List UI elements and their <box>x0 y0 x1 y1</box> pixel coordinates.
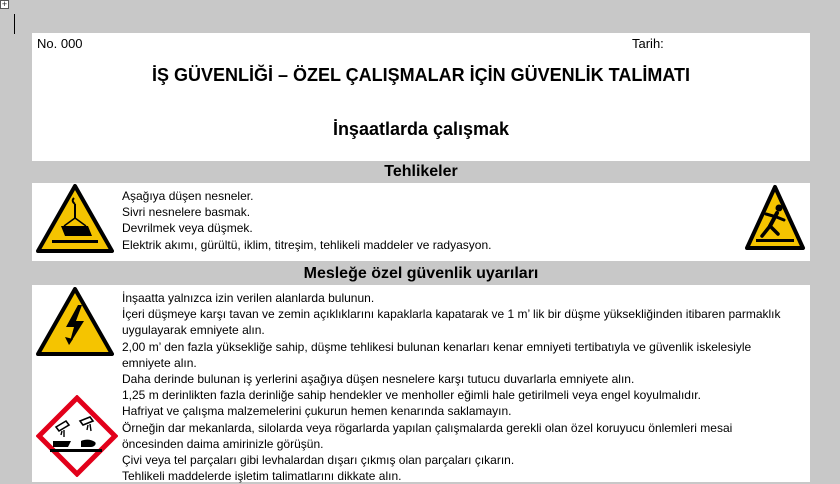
list-item: Tehlikeli maddelerde işletim talimatlarını dikkate alın. <box>122 469 402 484</box>
list-item: Örneğin dar mekanlarda, silolarda veya rögarlarda yapılan çalışmalarda gerekli olan özel koruyucu önlemleri mesai öncesinden daima amirinizle görüşün. <box>122 420 733 451</box>
list-item: Daha derinde bulunan iş yerlerini aşağıya düşen nesnelere karşı tutucu duvarlarla emniyete alın. <box>122 372 635 387</box>
hazards-section <box>32 183 810 261</box>
table-move-handle[interactable]: + <box>1 0 8 9</box>
rules-list <box>122 290 782 484</box>
list-item: İçeri düşmeye karşı tavan ve zemin açıklıklarını kapaklarla kapatarak ve 1 m’ lik bir düşme yüksekliğinden itibaren parmaklık uygulayarak emniyete alın. <box>122 307 781 338</box>
trip-fall-warning-icon <box>744 184 806 254</box>
rules-section <box>32 285 810 482</box>
list-item: Devrilmek veya düşmek. <box>122 221 253 236</box>
corrosive-ghs-icon <box>36 395 118 477</box>
document-header <box>32 33 810 161</box>
list-item: Hafriyat ve çalışma malzemelerini çukurun hemen kenarında saklamayın. <box>122 404 512 419</box>
electric-warning-icon <box>36 287 114 357</box>
document-subtitle: İnşaatlarda çalışmak <box>332 119 510 139</box>
document-title: İŞ GÜVENLİĞİ – ÖZEL ÇALIŞMALAR İÇİN GÜVENLİK TALİMATI <box>151 65 690 85</box>
hazards-heading: Tehlikeler <box>384 163 458 180</box>
list-item: 1,25 m derinlikten fazla derinliğe sahip hendekler ve menholler eğimli hale getirilmeli veya engel koyulmalıdır. <box>122 388 701 403</box>
date-label: Tarih: <box>632 36 664 51</box>
hazard-list <box>122 188 722 253</box>
list-item: Aşağıya düşen nesneler. <box>122 189 254 203</box>
text-cursor <box>14 14 15 34</box>
list-item: Çivi veya tel parçaları gibi levhalardan dışarı çıkmış olan parçaları çıkarın. <box>122 453 515 468</box>
rules-heading: Mesleğe özel güvenlik uyarıları <box>303 265 539 282</box>
document-number: No. 000 <box>37 36 83 51</box>
document-page <box>32 33 810 482</box>
list-item: İnşaatta yalnızca izin verilen alanlarda bulunun. <box>122 291 375 305</box>
falling-load-warning-icon <box>36 184 114 254</box>
list-item: Elektrik akımı, gürültü, iklim, titreşim, tehlikeli maddeler ve radyasyon. <box>122 237 492 252</box>
list-item: 2,00 m’ den fazla yüksekliğe sahip, düşme tehlikesi bulunan kenarları kenar emniyeti tertibatıyla ve güvenlik iskelesiyle emniyete alın. <box>122 339 752 370</box>
list-item: Sivri nesnelere basmak. <box>122 205 251 220</box>
